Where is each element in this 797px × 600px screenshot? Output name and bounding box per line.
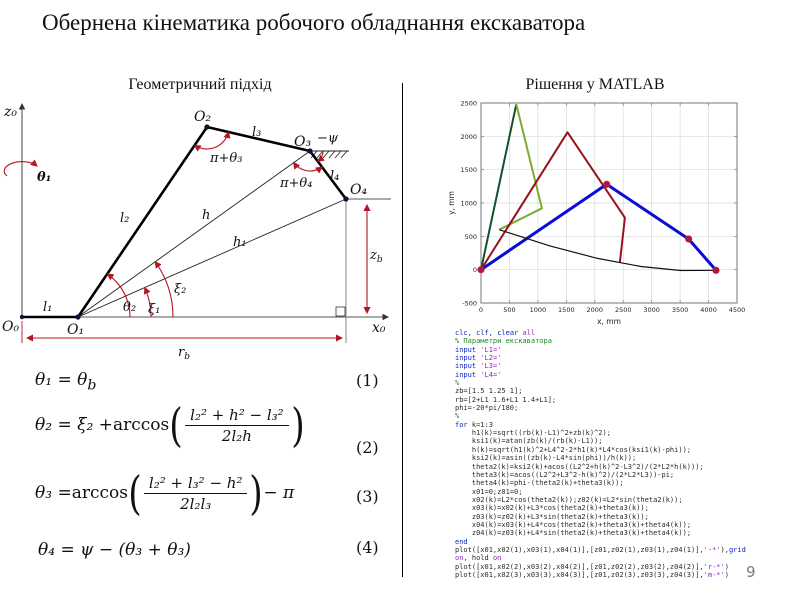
y-tick-label: 1500 [460,166,477,175]
code-line: input 'L3=' [455,362,502,371]
code-line: on, hold on [455,554,502,563]
series-pose1-stick-bucket [499,104,542,229]
slide-title: Обернена кінематика робочого обладнання екскаватора [42,10,586,35]
equation-1-subscript: b [87,377,97,394]
x-tick-label: 3000 [643,306,660,314]
x-tick-label: 500 [503,306,516,314]
code-line: end [455,537,468,546]
label-O1: O₁ [67,322,85,338]
x-tick-label: 2500 [614,306,632,314]
equation-4-number: (4) [356,538,379,557]
angle-arcs [4,132,367,343]
label-l1: l₁ [43,300,53,315]
label-zb: $z_b$ [370,248,383,265]
close-paren: ) [290,398,305,452]
pi-theta4-arc [294,163,322,171]
equation-3-number: (3) [356,487,379,506]
label-pi-theta4: π+θ₄ [280,176,313,191]
joint-marker [685,236,691,242]
code-line: z03(k)=z02(k)+L3*sin(theta2(k)+theta3(k)); [455,512,649,521]
code-line: input 'L1=' [455,345,502,354]
equation-1: $\theta_1 = \theta_b$ [35,370,97,394]
equation-2: θ₂ = ξ₂ + arccos ( $\frac{\text{l₂² + h² − l₃²}}{\text{2l₂h}}$ ) [35,398,305,452]
fraction: $\frac{\text{l₂² + h² − l₃²}}{\text{2l₂h}}$ [185,406,289,445]
label-O3: O₃ [294,134,312,150]
y-tick-label: 0 [472,266,477,275]
code-line: ksi2(k)=asin((zb(k)-L4*sin(phi))/h(k)); [455,454,637,463]
link-l4 [310,151,346,199]
x-tick-label: 3500 [671,306,689,314]
ground-hatching [311,151,347,158]
series-pose3-arm [481,184,716,270]
label-O4: O₄ [350,182,368,198]
joint-marker [604,181,610,187]
code-line: theta3(k)=acos((L2^2+L3^2-h(k)^2)/(2*L2*L3))-pi; [455,470,675,479]
x-tick-label: 1500 [558,306,575,314]
pi-theta3-arc [195,132,229,149]
code-line: % [455,379,460,388]
label-l3: l₃ [252,125,262,140]
label-ksi2: ξ₂ [174,282,187,297]
code-line: zb=[1.5 1.25 1]; [455,387,523,396]
x-tick-label: 2000 [586,306,604,314]
equation-2-number: (2) [356,438,379,457]
code-line: theta4(k)=phi-(theta2(k)+theta3(k)); [455,479,624,488]
equation-3: θ₃ = arccos ( $\frac{\text{l₂² + l₃² − h²}}{\text{2l₂l₃}}$ ) − π [35,466,295,520]
label-x0: x₀ [372,320,386,336]
page-number: 9 [746,563,756,581]
y-tick-label: 500 [464,232,477,241]
code-line: clc, clf, clear all [455,329,536,337]
code-line: % [455,412,460,421]
open-paren: ( [169,398,183,452]
x-tick-label: 0 [478,306,484,314]
matlab-code [455,329,790,579]
code-line: x02(k)=L2*cos(theta2(k));z02(k)=L2*sin(theta2(k)); [455,495,683,504]
code-line: theta2(k)=ksi2(k)+acos((L2^2+h(k)^2-L3^2)/(2*L2*h(k))); [455,462,704,471]
line-h [78,151,313,317]
y-tick-label: 1000 [460,199,477,208]
label-psi: −ψ [317,131,339,146]
equation-4: θ₄ = ψ − (θ₃ + θ₃) [38,540,191,560]
label-l4: l₄ [330,169,340,184]
label-rb: $r_b$ [178,345,190,362]
y-tick-label: -500 [462,299,477,308]
label-O0: O₀ [2,319,20,335]
label-l2: l₂ [120,211,130,226]
code-line: h(k)=sqrt(h1(k)^2+L4^2-2*h1(k)*L4*cos(ksi1(k)-phi)); [455,445,692,454]
x-tick-label: 4000 [700,306,717,314]
close-paren: ) [249,466,264,520]
code-line: ksi1(k)=atan(zb(k)/(rb(k)-L1)); [455,437,603,446]
label-pi-theta3: π+θ₃ [210,151,243,166]
joint-marker [478,266,484,272]
code-line: % Параметри екскаватора [455,337,552,346]
x-axis-label: x, mm [597,317,621,326]
code-line: plot([x01,x02(2),x03(2),x04(2)],[z01,z02(2),z03(2),z04(2)],'r-*') [455,562,729,571]
right-angle-marker [336,307,345,316]
fraction: $\frac{\text{l₂² + l₃² − h²}}{\text{2l₂l₃}}$ [144,474,248,513]
label-O2: O₂ [194,109,212,125]
y-axis-label: y, mm [447,191,456,215]
code-line: phi=-20*pi/180; [455,404,519,413]
x-tick-label: 4500 [728,306,745,314]
right-panel-title: Рішення у MATLAB [525,76,665,93]
code-line: x04(k)=x03(k)+L4*cos(theta2(k)+theta3(k)+theta4(k)); [455,520,692,529]
equation-1-number: (1) [356,371,379,390]
series-pose2-arm [481,132,625,269]
code-line: z04(k)=z03(k)+L4*sin(theta2(k)+theta3(k)+theta4(k)); [455,529,692,538]
code-line: input 'L2=' [455,354,502,363]
code-line: h1(k)=sqrt((rb(k)-L1)^2+zb(k)^2); [455,429,611,438]
series-pose1-boom [481,104,516,269]
code-line: for k=1:3 [455,420,493,429]
code-line: x03(k)=x02(k)+L3*cos(theta2(k)+theta3(k)); [455,504,649,513]
y-tick-label: 2500 [460,99,477,108]
matlab-plot [445,95,745,330]
code-line: plot([x01,x02(1),x03(1),x04(1)],[z01,z02(1),z03(1),z04(1)],'-*'),grid [455,545,746,554]
kinematics-diagram [0,95,400,365]
label-z0: z₀ [4,104,17,120]
x-tick-label: 1000 [529,306,547,314]
code-line: rb=[2+L1 1.6+L1 1.4+L1]; [455,395,557,404]
label-theta1: θ₁ [37,170,52,185]
open-paren: ( [128,466,142,520]
theta1-arc [4,162,37,176]
code-line: plot([x01,x02(3),x03(3),x04(3)],[z01,z02(3),z03(3),z04(3)],'m-*') [455,570,729,579]
label-h: h [202,208,211,223]
label-ksi1: ξ₁ [148,302,161,317]
code-line: x01=0;z01=0; [455,487,523,496]
code-line: input 'L4=' [455,370,502,379]
joint-marker [713,267,719,273]
y-tick-label: 2000 [460,132,477,141]
label-theta2: θ₂ [123,300,137,315]
panel-divider [402,83,403,577]
label-h1: h₁ [233,235,247,250]
left-panel-title: Геометричний підхід [128,76,272,93]
